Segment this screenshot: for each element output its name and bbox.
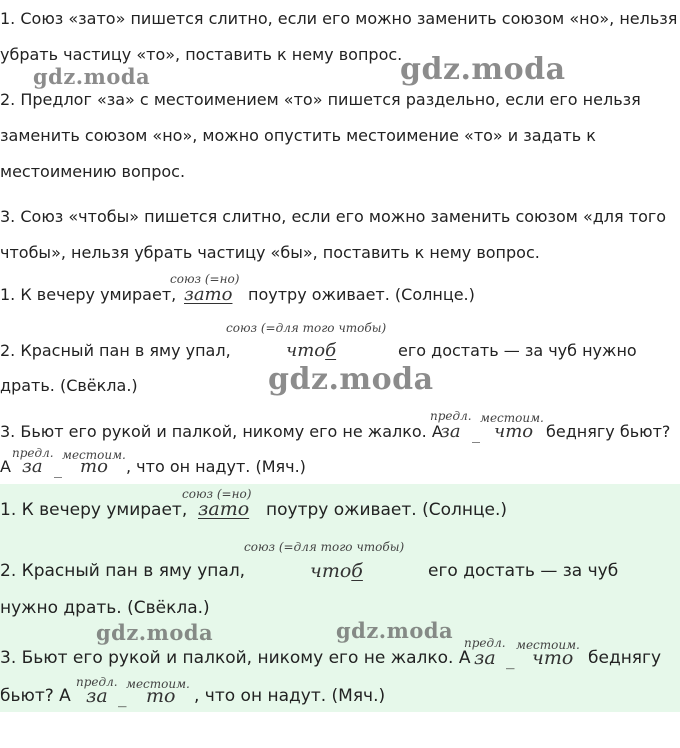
grammar-note: местоим.	[126, 677, 190, 691]
word-part: что	[310, 560, 352, 582]
handwritten-word: что	[532, 647, 574, 669]
handwritten-word: за	[22, 456, 43, 477]
grammar-note: предл.	[76, 675, 118, 689]
example-text: поутру оживает. (Солнце.)	[266, 500, 508, 520]
example-text: бьют? А	[0, 686, 71, 706]
grammar-note: союз (=для того чтобы)	[244, 540, 405, 554]
word-part-underlined: б	[351, 560, 363, 582]
watermark-logo: gdz.moda	[268, 362, 434, 397]
handwritten-word: зато	[198, 498, 250, 520]
example-text: 1. К вечеру умирает,	[0, 500, 188, 520]
handwritten-word: то	[146, 685, 176, 707]
word-part-underlined: б	[325, 340, 337, 361]
example-text: беднягу бьют?	[546, 422, 671, 441]
example-text: беднягу	[588, 648, 662, 668]
grammar-note: союз (=но)	[182, 487, 252, 501]
rule-text: заменить союзом «но», можно опустить местоимение «то» и задать к	[0, 126, 596, 145]
word-part: что	[286, 340, 326, 361]
grammar-note: местоим.	[480, 411, 544, 425]
grammar-note: местоим.	[62, 448, 126, 462]
grammar-note: союз (=но)	[170, 272, 240, 286]
example-text: 3. Бьют его рукой и палкой, никому его не жалко. А	[0, 422, 443, 441]
example-text: нужно драть. (Свёкла.)	[0, 598, 210, 618]
grammar-note: предл.	[12, 446, 54, 460]
example-text: его достать — за чуб	[428, 561, 619, 581]
example-text: 2. Красный пан в яму упал,	[0, 341, 231, 360]
example-text: , что он надут. (Мяч.)	[126, 457, 306, 476]
handwritten-word: за	[440, 421, 461, 442]
rule-text: 3. Союз «чтобы» пишется слитно, если его можно заменить союзом «для того	[0, 207, 667, 226]
watermark-logo: gdz.moda	[400, 52, 566, 87]
example-text: А	[0, 457, 11, 476]
watermark-logo: gdz.moda	[33, 64, 151, 89]
watermark-logo: gdz.moda	[336, 618, 454, 643]
watermark-logo: gdz.moda	[96, 620, 214, 645]
handwritten-word: _	[54, 459, 62, 478]
example-text: драть. (Свёкла.)	[0, 376, 138, 395]
rule-text: убрать частицу «то», поставить к нему вопрос.	[0, 45, 403, 64]
rule-text: 2. Предлог «за» с местоимением «то» пишется раздельно, если его нельзя	[0, 90, 641, 109]
example-text: его достать — за чуб нужно	[398, 341, 637, 360]
handwritten-word: _	[472, 424, 480, 443]
grammar-note: местоим.	[516, 638, 580, 652]
handwritten-word: то	[80, 456, 108, 477]
grammar-note: предл.	[430, 409, 472, 423]
example-text: 2. Красный пан в яму упал,	[0, 561, 246, 581]
example-text: поутру оживает. (Солнце.)	[248, 285, 475, 304]
handwritten-word: что	[494, 421, 534, 442]
grammar-note: союз (=для того чтобы)	[226, 321, 387, 335]
handwritten-word: _	[118, 688, 127, 708]
rule-text: 1. Союз «зато» пишется слитно, если его можно заменить союзом «но», нельзя	[0, 9, 678, 28]
rule-text: чтобы», нельзя убрать частицу «бы», поставить к нему вопрос.	[0, 243, 540, 262]
handwritten-word	[286, 340, 336, 361]
rule-text: местоимению вопрос.	[0, 162, 186, 181]
example-text: 3. Бьют его рукой и палкой, никому его не жалко. А	[0, 648, 471, 668]
handwritten-word: за	[86, 685, 108, 707]
example-text: , что он надут. (Мяч.)	[194, 686, 386, 706]
handwritten-word: зато	[184, 284, 233, 305]
handwritten-word	[310, 560, 363, 582]
handwritten-word: _	[506, 650, 515, 670]
grammar-note: предл.	[464, 636, 506, 650]
handwritten-word: за	[474, 647, 496, 669]
example-text: 1. К вечеру умирает,	[0, 285, 177, 304]
